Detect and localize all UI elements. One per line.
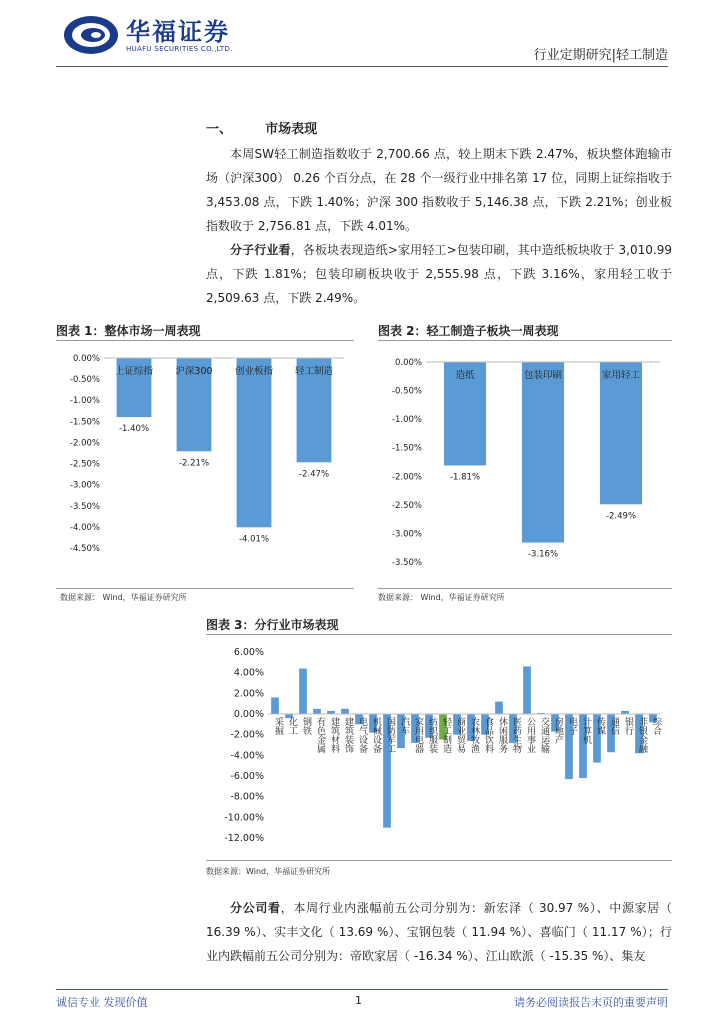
bar (271, 697, 279, 714)
bar (495, 702, 503, 714)
figure3-top-rule (206, 634, 672, 635)
y-tick-label: -2.00% (69, 438, 100, 449)
category-label: 沪深300 (175, 366, 213, 377)
paragraph-company (206, 896, 672, 968)
y-tick-label: -2.50% (69, 459, 100, 470)
chart-overall-market (56, 344, 354, 584)
category-label: 钢铁 (301, 717, 311, 735)
header-divider (56, 66, 668, 67)
data-label: -2.21% (178, 458, 210, 469)
report-tag: 行业定期研究|轻工制造 (533, 48, 668, 63)
y-tick-label: -3.00% (391, 529, 422, 540)
category-label: 非银金融 (637, 717, 647, 753)
data-label: -2.47% (298, 469, 330, 480)
figure1-top-rule (56, 340, 354, 341)
category-label: 医药生物 (511, 717, 521, 753)
figure2-top-rule (378, 340, 672, 341)
y-tick-label: -1.50% (69, 417, 100, 428)
category-label: 有色金属 (315, 717, 325, 753)
category-label: 机械设备 (371, 717, 381, 753)
y-tick-label: -0.50% (391, 386, 422, 397)
category-label: 化工 (287, 717, 297, 735)
y-tick-label: -2.50% (391, 500, 422, 511)
figure2-source: 数据来源： Wind，华福证券研究所 (378, 593, 505, 602)
footer-disclaimer: 请务必阅读报告末页的重要声明 (514, 996, 668, 1009)
category-label: 轻工制造 (294, 366, 334, 377)
category-label: 创业板指 (234, 366, 274, 377)
figure1-title: 图表 1：整体市场一周表现 (56, 324, 201, 338)
category-label: 汽车 (399, 717, 409, 735)
y-tick-label: -8.00% (230, 791, 264, 803)
y-tick-label: -4.00% (230, 750, 264, 762)
y-tick-label: -1.00% (69, 396, 100, 407)
y-tick-label: 6.00% (233, 647, 264, 658)
y-tick-label: -0.50% (69, 375, 100, 386)
category-label: 房地产 (553, 717, 563, 744)
data-label: -2.49% (605, 511, 637, 522)
paragraph-subsector-lead: 分子行业看 (230, 243, 291, 257)
category-label: 造纸 (455, 370, 475, 381)
paragraph-subsector-text: ，各板块表现造纸>家用轻工>包装印刷，其中造纸板块收于 3,010.99 点，下跌 1.81%；包装印刷板块收于 2,555.98 点，下跌 3.16%，家用轻工收于 2,509.63 点，下跌 2.49%。 (206, 243, 672, 305)
category-label: 采掘 (273, 717, 283, 735)
bar (523, 666, 531, 714)
section-title (206, 118, 317, 137)
category-label: 电气设备 (357, 717, 367, 753)
y-tick-label: 4.00% (233, 667, 264, 679)
footer-divider (56, 989, 668, 990)
category-label: 商业贸易 (455, 717, 465, 753)
category-label: 建筑装饰 (343, 717, 353, 753)
category-label: 纺织服装 (427, 717, 437, 753)
paragraph-subsector (206, 238, 672, 310)
category-label: 食品饮料 (483, 717, 493, 753)
bar (299, 669, 307, 714)
figure1-bottom-rule (56, 588, 354, 589)
data-label: -1.40% (118, 424, 150, 435)
y-tick-label: -6.00% (230, 771, 264, 782)
y-tick-label: 0.00% (394, 358, 422, 368)
y-tick-label: -10.00% (224, 812, 264, 824)
y-tick-label: 2.00% (233, 688, 264, 700)
page-number: 1 (355, 994, 362, 1007)
y-tick-label: 0.00% (72, 354, 100, 364)
figure3-title: 图表 3：分行业市场表现 (206, 618, 339, 632)
figure2-bottom-rule (378, 588, 672, 589)
paragraph-company-text: ，本周行业内涨幅前五公司分别为：新宏泽（ 30.97 %）、中源家居（ 16.39 %）、实丰文化（ 13.69 %）、宝钢包装（ 11.94 %）、喜临门（ 11.17 %）；行业内跌幅前五公司分别为：帝欧家居（ -16.34 %）、江山欧派（ -15.35 %）、集友 (206, 901, 672, 963)
category-label: 上证综指 (114, 366, 154, 377)
y-tick-label: -3.00% (69, 480, 100, 491)
chart-industry (206, 638, 672, 856)
data-label: -1.81% (449, 472, 481, 483)
y-tick-label: -4.00% (69, 522, 100, 533)
category-label: 轻工制造 (441, 717, 451, 753)
category-label: 计算机 (581, 717, 591, 744)
y-tick-label: -2.00% (391, 472, 422, 483)
y-tick-label: -4.50% (69, 544, 100, 554)
category-label: 休闲服务 (497, 717, 507, 753)
category-label: 公用事业 (525, 717, 535, 753)
category-label: 通信 (609, 717, 619, 735)
figure3-bottom-rule (206, 860, 672, 861)
company-name-cn: 华福证券 (126, 18, 230, 46)
company-logo-icon (62, 14, 120, 56)
category-label: 家用轻工 (601, 370, 641, 381)
company-name-en: HUAFU SECURITIES CO.,LTD. (126, 45, 233, 53)
category-label: 包装印刷 (523, 370, 563, 381)
category-label: 交通运输 (539, 717, 549, 753)
section-title-text: 市场表现 (265, 122, 318, 137)
footer-slogan: 诚信专业 发现价值 (56, 996, 148, 1009)
y-tick-label: -1.00% (391, 415, 422, 426)
y-tick-label: -12.00% (224, 833, 264, 844)
category-label: 综合 (651, 717, 661, 735)
category-label: 电子 (567, 717, 577, 735)
paragraph-market (206, 142, 672, 238)
bar (313, 709, 321, 714)
data-label: -3.16% (527, 549, 559, 560)
category-label: 国防军工 (385, 717, 395, 753)
y-tick-label: 0.00% (233, 709, 264, 720)
category-label: 农林牧渔 (469, 717, 479, 753)
bar (341, 709, 349, 714)
y-tick-label: -1.50% (391, 443, 422, 454)
data-label: -4.01% (238, 534, 270, 545)
category-label: 建筑材料 (329, 717, 339, 753)
bar (522, 362, 564, 543)
bar (600, 362, 642, 504)
category-label: 传媒 (595, 717, 605, 735)
bar (234, 358, 274, 527)
paragraph-market-text: 本周SW轻工制造指数收于 2,700.66 点，较上期末下跌 2.47%，板块整体跑输市场（沪深300） 0.26 个百分点，在 28 个一级行业中排名第 17 位，同期上证综指收于 3,453.08 点，下跌 1.40%；沪深 300 指数收于 5,146.38 点，下跌 2.21%；创业板指数收于 2,756.81 点，下跌 4.01%。 (206, 147, 672, 233)
paragraph-company-lead: 分公司看 (230, 901, 281, 915)
chart-subsector (378, 344, 672, 584)
y-tick-label: -2.00% (230, 729, 264, 741)
section-number: 一、 (206, 122, 233, 137)
y-tick-label: -3.50% (69, 501, 100, 512)
figure3-source: 数据来源：Wind，华福证券研究所 (206, 867, 331, 876)
category-label: 家用电器 (413, 717, 423, 753)
figure1-source: 数据来源： Wind，华福证券研究所 (60, 593, 187, 602)
category-label: 银行 (623, 717, 633, 735)
figure2-title: 图表 2：轻工制造子板块一周表现 (378, 324, 559, 338)
y-tick-label: -3.50% (391, 558, 422, 568)
